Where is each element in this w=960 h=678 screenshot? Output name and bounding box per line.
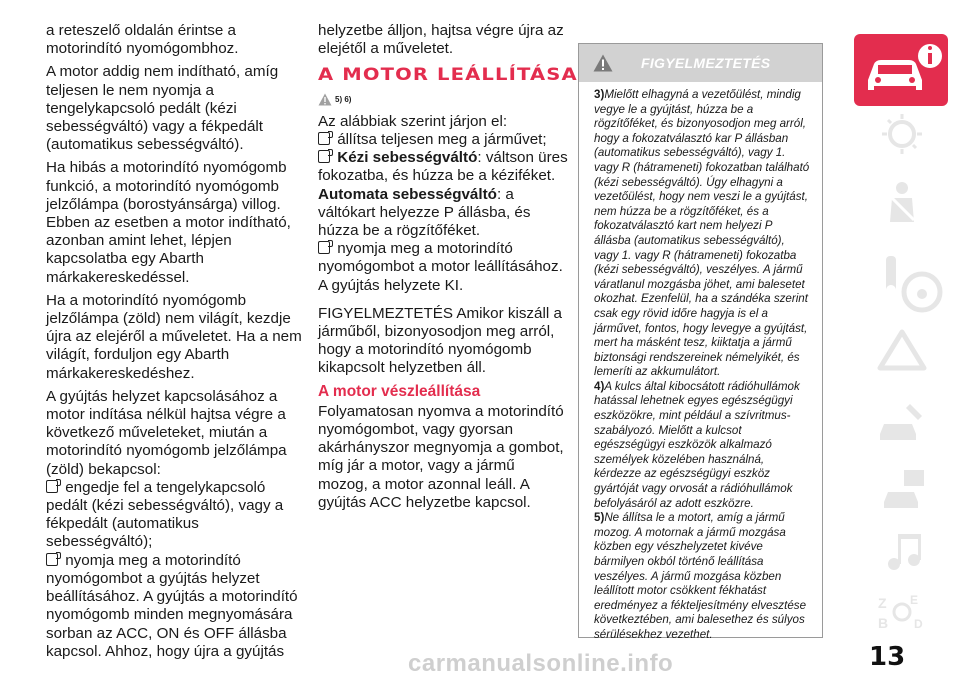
checkbox-bullet-icon — [46, 553, 58, 566]
svg-text:Z: Z — [878, 595, 887, 611]
page-number: 13 — [869, 642, 906, 672]
warning-body — [579, 82, 822, 643]
bullet-item: engedje fel a tengelykapcsoló pedált (kézi sebességváltó), vagy a fékpedált (automatikus sebességváltó); — [46, 478, 284, 551]
warning-triangle-icon — [593, 54, 613, 72]
warning-title: FIGYELMEZTETÉS — [641, 55, 771, 71]
warning-triangle-icon — [874, 328, 930, 372]
svg-text:E: E — [910, 593, 919, 607]
lights-icon — [874, 112, 930, 156]
paragraph: a reteszelő oldalán érintse a motorindító nyomógombhoz. — [46, 22, 239, 58]
steering-wheel-icon — [894, 270, 950, 314]
text-column-2 — [318, 22, 578, 517]
checkbox-bullet-icon — [46, 480, 58, 493]
bullet-item: nyomja meg a motorindító nyomógombot a gyújtás helyzet beállításához. A gyújtás a motorindító nyomógomb minden megnyomására sorban az ACC, ON és OFF állásba kapcsol. Ahhoz, hogy újra a gyújtás — [46, 551, 298, 660]
chapter-index-strip — [850, 30, 950, 670]
bullet-item: nyomja meg a motorindító nyomógombot a motor leállításához. A gyújtás helyzete KI. — [318, 240, 563, 294]
svg-text:B: B — [878, 615, 889, 631]
warning-box — [578, 43, 823, 641]
svg-text:D: D — [914, 617, 923, 631]
warning-item: 3)Mielőtt elhagyná a vezetőülést, mindig vegye le a gyújtást, húzza be a rögzítőféket, és bizonyosodjon meg arról, hogy a fokozatválasztó kar P állásban (automatikus sebességváltó), vagy 1. vagy R (hátrameneti) fokozatban található (kézi sebességváltó). Úgy elhagyni a vezetőülést, hogy nem veszi le a gyújtást, nem húzza be a rögzítőféket, és a fokozatválasztó kart nem helyezi P állásba (automatikus sebességváltó), vagy 1. vagy R (hátrameneti) fokozatba (kézi sebességváltó), veszélyes. A jármű váratlanul mozgásba jöhet, ami balesetet okozhat. Ezenfelül, ha a szándéka szerint csak egy rövid időre hagyja is el a járművet, fontos, hogy levegye a gyújtást, mert ha másként tesz, kiiktatja a jármű biztonsági rendszereinek némelyikét, és lemeríti az akkumulátort. — [594, 88, 810, 379]
warning-item: 5)Ne állítsa le a motort, amíg a jármű mozog. A motornak a jármű mozgása közben egy vészhelyzetet kivéve bármilyen okból történő leállítása veszélyes. A jármű mozgása közben leállított motor csökkent fékhatást eredményez a fékteljesítmény elvesztése következtében, ami balesethez és súlyos sérülésekhez vezethet. — [594, 511, 807, 641]
paragraph: A gyújtás helyzet kapcsolásához a motor indítása nélkül hajtsa végre a következő műveleteket, miután a motorindító nyomógomb jelzőlámpa (zöld) bekapcsol: — [46, 387, 287, 478]
seatbelt-icon — [874, 180, 930, 224]
paragraph: Ha hibás a motorindító nyomógomb funkció, a motorindító nyomógomb jelzőlámpa (borostyánsárga) villog. Ebben az esetben a motor indítható, azonban amint lehet, lépjen kapcsolatba egy Abarth márkakereskedéssel. — [46, 159, 291, 286]
warning-triangle-icon — [318, 93, 332, 106]
checkbox-bullet-icon — [318, 150, 330, 163]
warning-header — [579, 44, 822, 82]
data-car-icon — [874, 468, 930, 512]
paragraph: Automata sebességváltó: a váltókart helyezze P állásba, és húzza be a rögzítőféket. — [318, 185, 531, 240]
paragraph: helyzetbe álljon, hajtsa végre újra az elejétől a műveletet. — [318, 22, 564, 58]
section-subtitle: A motor vészleállítása — [318, 382, 481, 400]
checkbox-bullet-icon — [318, 241, 330, 254]
music-icon — [874, 530, 930, 574]
paragraph: FIGYELMEZTETÉS Amikor kiszáll a járműből, bizonyosodjon meg arról, hogy a motorindító nyomógomb kikapcsolt helyzetben áll. — [318, 304, 562, 377]
bullet-item: állítsa teljesen meg a járművet; — [318, 131, 568, 149]
paragraph: Az alábbiak szerint járjon el: — [318, 112, 508, 130]
paragraph: A motor addig nem indítható, amíg teljesen le nem nyomja a tengelykapcsoló pedált (kézi sebességváltó) vagy a fékpedált (automatikus sebességváltó). — [46, 63, 279, 154]
warning-refs: 5) 6) — [318, 91, 568, 109]
bullet-item: Kézi sebességváltó: váltson üres fokozatba, és húzza be a kéziféket. — [318, 149, 568, 185]
wrench-car-icon — [874, 400, 930, 444]
watermark: carmanualsonline.info — [408, 650, 674, 677]
text-column-1 — [46, 22, 308, 661]
car-info-icon[interactable] — [854, 34, 948, 106]
paragraph: Ha a motorindító nyomógomb jelzőlámpa (zöld) nem világít, kezdje újra az elejéről a műveletet. Ha a nem világít, forduljon egy Abarth márkakereskedéshez. — [46, 291, 302, 382]
index-icon — [874, 590, 930, 634]
paragraph: Folyamatosan nyomva a motorindító nyomógombot, vagy gyorsan akárhányszor megnyomja a gombot, míg jár a motor, vagy a jármű mozog, a motor azonnal leáll. A gyújtás ACC helyzetbe kapcsol. — [318, 402, 564, 511]
checkbox-bullet-icon — [318, 132, 330, 145]
warning-item: 4)A kulcs által kibocsátott rádióhullámok hatással lehetnek egyes egészségügyi eszközökre, mint például a szívritmus-szabályozó. Mielőtt a kulcsot egészségügyi eszközök alkalmazó személyek közelében használná, kérdezze az egészségügyi eszköz gyártóját vagy orvosát a rádióhullámok befolyásáról az adott eszközre. — [594, 379, 800, 510]
section-title: A MOTOR LEÁLLÍTÁSA — [318, 65, 578, 86]
